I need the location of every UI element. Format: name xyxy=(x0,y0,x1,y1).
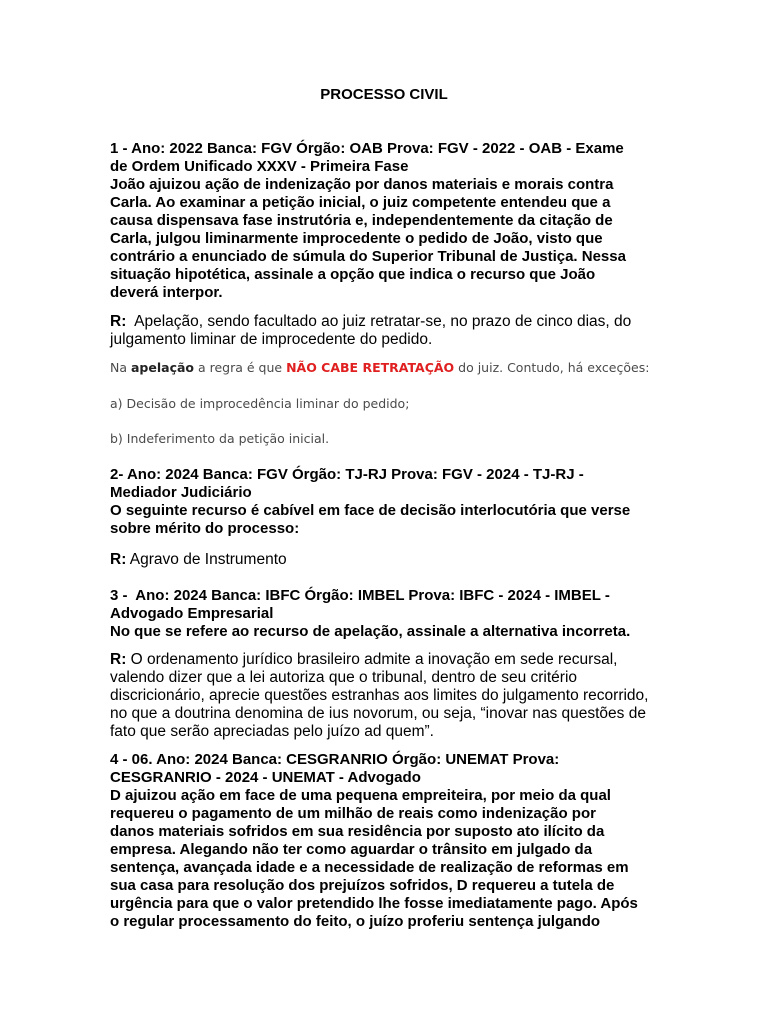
question-4-header-line: 4 - 06. Ano: 2024 Banca: CESGRANRIO Órgão: UNEMAT Prova: xyxy=(110,751,560,768)
answer-1-line: julgamento liminar de improcedente do pedido. xyxy=(110,331,433,348)
question-1-text-line: deverá interpor. xyxy=(110,284,223,301)
note-item-a xyxy=(110,396,650,412)
question-4-text-line: danos materiais sofridos em sua residência por suposto ato ilícito da xyxy=(110,823,605,840)
question-3-text-line: No que se refere ao recurso de apelação, assinale a alternativa incorreta. xyxy=(110,623,631,640)
retratacao-note xyxy=(110,360,650,376)
answer-3-label: R: xyxy=(110,651,127,668)
question-4-text-line: urgência para que o valor pretendido lhe fosse imediatamente pago. Após xyxy=(110,895,638,912)
note-text: a regra é que xyxy=(194,360,287,375)
question-3-header-line: 3 - Ano: 2024 Banca: IBFC Órgão: IMBEL Prova: IBFC - 2024 - IMBEL - xyxy=(110,587,610,604)
note-item-b-text: b) Indeferimento da petição inicial. xyxy=(110,431,330,446)
question-1-text-line: Carla, julgou liminarmente improcedente o pedido de João, visto que xyxy=(110,230,603,247)
question-4-text-line: sua casa para resolução dos prejuízos sofridos, D requereu a tutela de xyxy=(110,877,615,894)
answer-1-line xyxy=(110,313,650,331)
question-1-text-line: João ajuizou ação de indenização por danos materiais e morais contra xyxy=(110,176,614,193)
note-text: do juiz. Contudo, há exceções: xyxy=(454,360,650,375)
note-rule-line xyxy=(110,360,650,376)
note-item-b xyxy=(110,431,650,447)
question-3 xyxy=(110,587,650,641)
note-item-a-text: a) Decisão de improcedência liminar do pedido; xyxy=(110,396,410,411)
question-1-text-line: causa dispensava fase instrutória e, independentemente da citação de xyxy=(110,212,613,229)
question-3-header-line: Advogado Empresarial xyxy=(110,605,274,622)
answer-1-text: Apelação, sendo facultado ao juiz retratar-se, no prazo de cinco dias, do xyxy=(126,313,632,330)
question-4-text-line: D ajuizou ação em face de uma pequena empreiteira, por meio da qual xyxy=(110,787,611,804)
question-4-header-line: CESGRANRIO - 2024 - UNEMAT - Advogado xyxy=(110,769,421,786)
answer-3-line: valendo dizer que a lei autoriza que o tribunal, dentro de seu critério xyxy=(110,669,578,686)
answer-3-text: O ordenamento jurídico brasileiro admite a inovação em sede recursal, xyxy=(126,651,618,668)
answer-3-line xyxy=(110,651,650,669)
question-4 xyxy=(110,751,650,931)
answer-3 xyxy=(110,651,650,741)
question-2 xyxy=(110,466,650,538)
answer-1 xyxy=(110,313,650,349)
answer-1-label: R: xyxy=(110,313,127,330)
answer-3-line: no que a doutrina denomina de ius novorum, ou seja, “inovar nas questões de xyxy=(110,705,646,722)
question-4-text-line: requereu o pagamento de um milhão de reais como indenização por xyxy=(110,805,596,822)
question-2-header-line: 2- Ano: 2024 Banca: FGV Órgão: TJ-RJ Prova: FGV - 2024 - TJ-RJ - xyxy=(110,466,584,483)
question-2-text-line: sobre mérito do processo: xyxy=(110,520,300,537)
question-1-header-line: de Ordem Unificado XXXV - Primeira Fase xyxy=(110,158,409,175)
note-emphasis: apelação xyxy=(130,360,194,375)
answer-2-line xyxy=(110,551,650,569)
question-2-header-line: Mediador Judiciário xyxy=(110,484,252,501)
question-1-header-line: 1 - Ano: 2022 Banca: FGV Órgão: OAB Prova: FGV - 2022 - OAB - Exame xyxy=(110,140,624,157)
question-4-text-line: sentença, avançada idade e a necessidade de realização de reformas em xyxy=(110,859,629,876)
answer-3-line: discricionário, aprecie questões estranhas aos limites do julgamento recorrido, xyxy=(110,687,649,704)
question-4-text-line: o regular processamento do feito, o juízo proferiu sentença julgando xyxy=(110,913,601,930)
answer-2-text: Agravo de Instrumento xyxy=(126,551,287,568)
note-text: Na xyxy=(110,360,131,375)
question-4-text-line: empresa. Alegando não ter como aguardar o trânsito em julgado da xyxy=(110,841,593,858)
question-1-text-line: Carla. Ao examinar a petição inicial, o juiz competente entendeu que a xyxy=(110,194,611,211)
question-2-text-line: O seguinte recurso é cabível em face de decisão interlocutória que verse xyxy=(110,502,631,519)
answer-2-label: R: xyxy=(110,551,127,568)
answer-2 xyxy=(110,551,650,569)
question-1-text-line: situação hipotética, assinale a opção que indica o recurso que João xyxy=(110,266,596,283)
question-1 xyxy=(110,140,650,302)
question-1-text-line: contrário a enunciado de súmula do Superior Tribunal de Justiça. Nessa xyxy=(110,248,626,265)
note-highlight: NÃO CABE RETRATAÇÃO xyxy=(286,360,455,375)
page-title: PROCESSO CIVIL xyxy=(320,86,448,103)
answer-3-line: fato que serão apreciadas pelo juízo ad quem”. xyxy=(110,723,434,740)
